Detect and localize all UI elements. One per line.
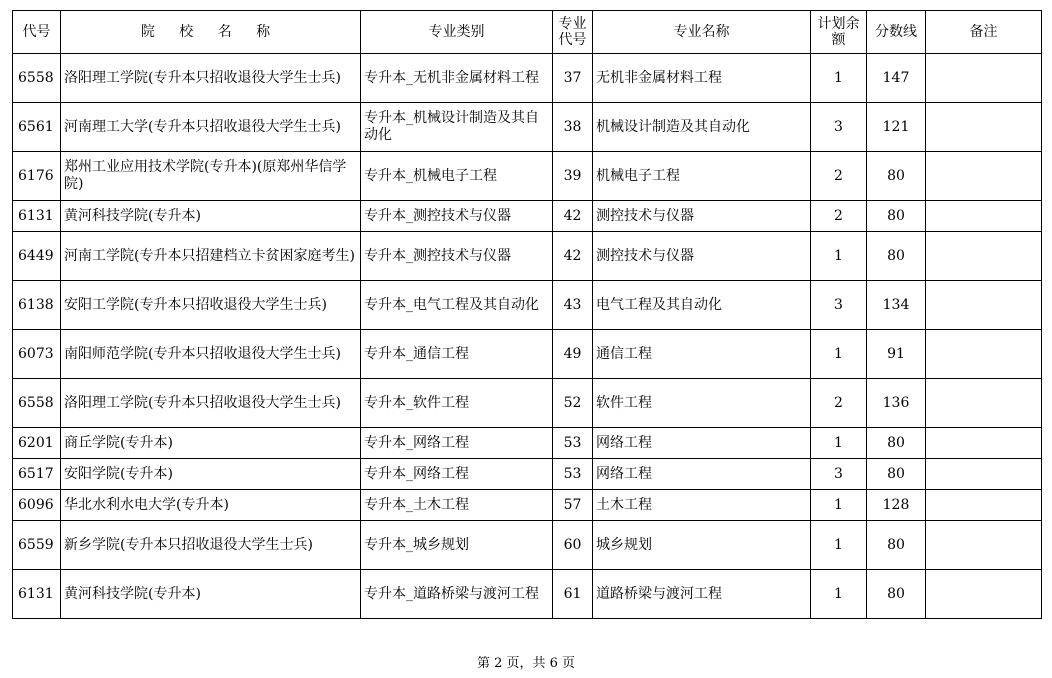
cell-note (926, 379, 1042, 428)
cell-score: 80 (867, 152, 926, 201)
cell-code: 6131 (13, 570, 61, 619)
cell-note (926, 54, 1042, 103)
cell-major-name: 道路桥梁与渡河工程 (593, 570, 811, 619)
cell-score: 80 (867, 570, 926, 619)
table-body (13, 54, 1042, 619)
cell-major-name: 电气工程及其自动化 (593, 281, 811, 330)
cell-remaining: 1 (811, 521, 867, 570)
header-note: 备注 (926, 11, 1042, 54)
cell-category: 专升本_机械电子工程 (361, 152, 553, 201)
header-major-code: 专业代号 (553, 11, 593, 54)
cell-school: 南阳师范学院(专升本只招收退役大学生士兵) (61, 330, 361, 379)
cell-school: 华北水利水电大学(专升本) (61, 490, 361, 521)
table-row (13, 201, 1042, 232)
cell-remaining: 1 (811, 232, 867, 281)
table-row (13, 152, 1042, 201)
cell-major-name: 测控技术与仪器 (593, 232, 811, 281)
cell-code: 6176 (13, 152, 61, 201)
table-row (13, 521, 1042, 570)
admission-score-table (12, 10, 1042, 619)
table-row (13, 232, 1042, 281)
cell-school: 郑州工业应用技术学院(专升本)(原郑州华信学院) (61, 152, 361, 201)
cell-code: 6201 (13, 428, 61, 459)
cell-major-name: 通信工程 (593, 330, 811, 379)
cell-remaining: 3 (811, 459, 867, 490)
cell-code: 6096 (13, 490, 61, 521)
cell-remaining: 3 (811, 281, 867, 330)
cell-remaining: 1 (811, 490, 867, 521)
cell-category: 专升本_土木工程 (361, 490, 553, 521)
cell-score: 91 (867, 330, 926, 379)
cell-note (926, 570, 1042, 619)
cell-major-code: 52 (553, 379, 593, 428)
table-row (13, 379, 1042, 428)
header-score: 分数线 (867, 11, 926, 54)
cell-note (926, 330, 1042, 379)
cell-major-code: 60 (553, 521, 593, 570)
cell-major-name: 土木工程 (593, 490, 811, 521)
header-code: 代号 (13, 11, 61, 54)
cell-score: 147 (867, 54, 926, 103)
cell-code: 6558 (13, 54, 61, 103)
table-row (13, 281, 1042, 330)
cell-remaining: 1 (811, 54, 867, 103)
cell-category: 专升本_机械设计制造及其自动化 (361, 103, 553, 152)
cell-major-name: 软件工程 (593, 379, 811, 428)
cell-category: 专升本_网络工程 (361, 459, 553, 490)
cell-major-code: 39 (553, 152, 593, 201)
table-row (13, 428, 1042, 459)
cell-note (926, 459, 1042, 490)
cell-school: 黄河科技学院(专升本) (61, 570, 361, 619)
header-school: 院 校 名 称 (61, 11, 361, 54)
table-row (13, 330, 1042, 379)
cell-remaining: 2 (811, 379, 867, 428)
cell-school: 新乡学院(专升本只招收退役大学生士兵) (61, 521, 361, 570)
cell-score: 80 (867, 201, 926, 232)
table-row (13, 490, 1042, 521)
cell-category: 专升本_测控技术与仪器 (361, 201, 553, 232)
table-row (13, 54, 1042, 103)
cell-remaining: 3 (811, 103, 867, 152)
table-row (13, 459, 1042, 490)
cell-remaining: 1 (811, 428, 867, 459)
header-remaining: 计划余额 (811, 11, 867, 54)
table-header-row (13, 11, 1042, 54)
cell-code: 6558 (13, 379, 61, 428)
cell-major-code: 42 (553, 201, 593, 232)
cell-school: 黄河科技学院(专升本) (61, 201, 361, 232)
cell-major-code: 37 (553, 54, 593, 103)
cell-code: 6073 (13, 330, 61, 379)
cell-major-name: 网络工程 (593, 428, 811, 459)
cell-major-name: 城乡规划 (593, 521, 811, 570)
cell-note (926, 232, 1042, 281)
cell-code: 6559 (13, 521, 61, 570)
cell-school: 安阳学院(专升本) (61, 459, 361, 490)
cell-code: 6138 (13, 281, 61, 330)
cell-score: 134 (867, 281, 926, 330)
cell-remaining: 1 (811, 330, 867, 379)
cell-category: 专升本_道路桥梁与渡河工程 (361, 570, 553, 619)
cell-school: 洛阳理工学院(专升本只招收退役大学生士兵) (61, 379, 361, 428)
cell-note (926, 428, 1042, 459)
header-category: 专业类别 (361, 11, 553, 54)
cell-major-name: 机械设计制造及其自动化 (593, 103, 811, 152)
cell-major-code: 61 (553, 570, 593, 619)
cell-major-code: 53 (553, 459, 593, 490)
cell-category: 专升本_城乡规划 (361, 521, 553, 570)
cell-major-name: 机械电子工程 (593, 152, 811, 201)
cell-major-code: 42 (553, 232, 593, 281)
cell-category: 专升本_电气工程及其自动化 (361, 281, 553, 330)
cell-remaining: 2 (811, 152, 867, 201)
cell-score: 80 (867, 232, 926, 281)
cell-school: 河南理工大学(专升本只招收退役大学生士兵) (61, 103, 361, 152)
cell-major-name: 无机非金属材料工程 (593, 54, 811, 103)
table-row (13, 570, 1042, 619)
cell-major-name: 网络工程 (593, 459, 811, 490)
cell-major-code: 38 (553, 103, 593, 152)
cell-note (926, 281, 1042, 330)
cell-code: 6449 (13, 232, 61, 281)
cell-major-code: 49 (553, 330, 593, 379)
cell-category: 专升本_测控技术与仪器 (361, 232, 553, 281)
cell-school: 安阳工学院(专升本只招收退役大学生士兵) (61, 281, 361, 330)
cell-score: 80 (867, 459, 926, 490)
cell-school: 洛阳理工学院(专升本只招收退役大学生士兵) (61, 54, 361, 103)
cell-category: 专升本_软件工程 (361, 379, 553, 428)
cell-school: 商丘学院(专升本) (61, 428, 361, 459)
cell-code: 6517 (13, 459, 61, 490)
cell-major-code: 53 (553, 428, 593, 459)
header-major-name: 专业名称 (593, 11, 811, 54)
cell-category: 专升本_通信工程 (361, 330, 553, 379)
page-footer: 第 2 页，共 6 页 (476, 656, 576, 671)
cell-category: 专升本_网络工程 (361, 428, 553, 459)
cell-category: 专升本_无机非金属材料工程 (361, 54, 553, 103)
cell-score: 128 (867, 490, 926, 521)
cell-code: 6561 (13, 103, 61, 152)
cell-score: 121 (867, 103, 926, 152)
cell-major-name: 测控技术与仪器 (593, 201, 811, 232)
cell-note (926, 521, 1042, 570)
cell-note (926, 201, 1042, 232)
table-row (13, 103, 1042, 152)
cell-score: 80 (867, 521, 926, 570)
cell-note (926, 152, 1042, 201)
cell-school: 河南工学院(专升本只招建档立卡贫困家庭考生) (61, 232, 361, 281)
cell-note (926, 490, 1042, 521)
cell-code: 6131 (13, 201, 61, 232)
cell-major-code: 43 (553, 281, 593, 330)
cell-score: 136 (867, 379, 926, 428)
cell-major-code: 57 (553, 490, 593, 521)
cell-score: 80 (867, 428, 926, 459)
cell-remaining: 1 (811, 570, 867, 619)
cell-note (926, 103, 1042, 152)
cell-remaining: 2 (811, 201, 867, 232)
